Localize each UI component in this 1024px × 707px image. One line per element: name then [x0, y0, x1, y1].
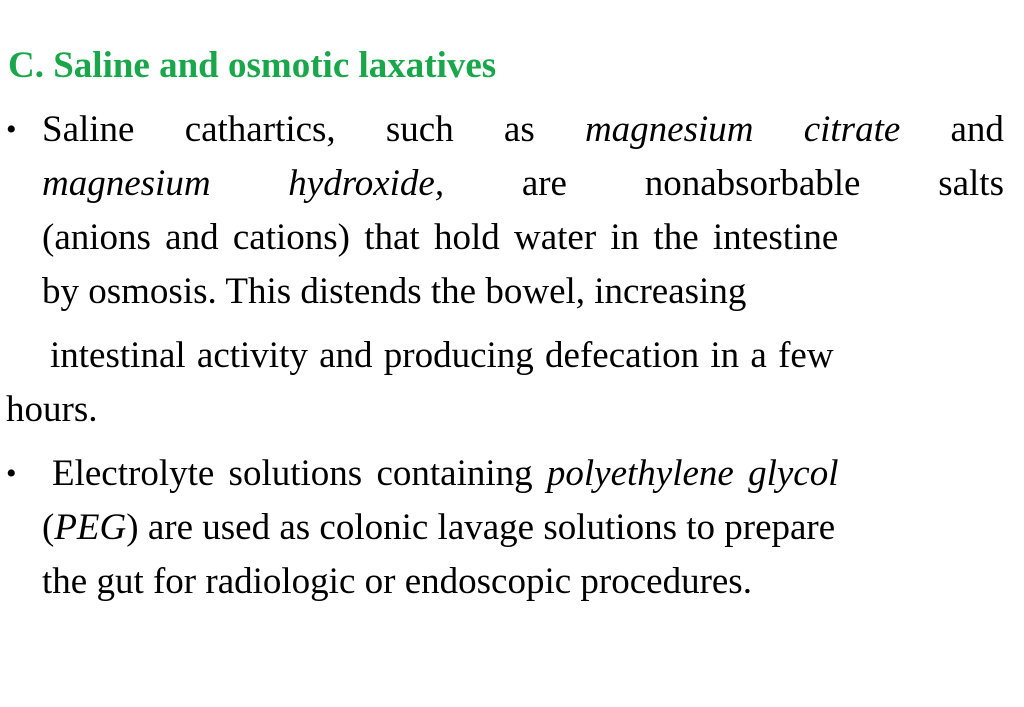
- bullet-1-line-2: [42, 162, 1004, 206]
- text-italic: PEG: [54, 507, 127, 548]
- word: cathartics,: [184, 109, 336, 150]
- bullet-2-marker: •: [6, 457, 17, 490]
- word: such: [385, 109, 454, 150]
- word-italic: citrate: [803, 109, 901, 150]
- bullet-1-line-6: hours.: [6, 389, 98, 430]
- bullet-1-marker: •: [6, 113, 17, 146]
- word-italic: magnesium: [584, 109, 754, 150]
- word: salts: [938, 163, 1004, 204]
- word-italic: hydroxide,: [288, 163, 445, 204]
- bullet-1-line-5: intestinal activity and producing defecation in a few: [50, 335, 834, 376]
- word-italic: magnesium: [42, 163, 211, 204]
- bullet-2-line-2: [42, 506, 835, 550]
- bullet-1-line-4: by osmosis. This distends the bowel, increasing: [42, 271, 747, 312]
- bullet-1-line-3: (anions and cations) that hold water in the intestine: [42, 217, 839, 258]
- text: (: [42, 507, 55, 548]
- word: and: [950, 109, 1004, 150]
- word: are: [521, 163, 567, 204]
- bullet-2-line-1: [52, 452, 839, 496]
- slide-heading: C. Saline and osmotic laxatives: [8, 45, 497, 86]
- text-italic: polyethylene glycol: [546, 453, 839, 494]
- text: Electrolyte solutions containing: [52, 453, 533, 494]
- word: Saline: [42, 109, 135, 150]
- bullet-2-line-3: the gut for radiologic or endoscopic procedures.: [42, 561, 752, 602]
- bullet-1-line-1: [42, 108, 1004, 152]
- word: nonabsorbable: [644, 163, 861, 204]
- text: ) are used as colonic lavage solutions to prepare: [126, 507, 836, 548]
- word: as: [503, 109, 535, 150]
